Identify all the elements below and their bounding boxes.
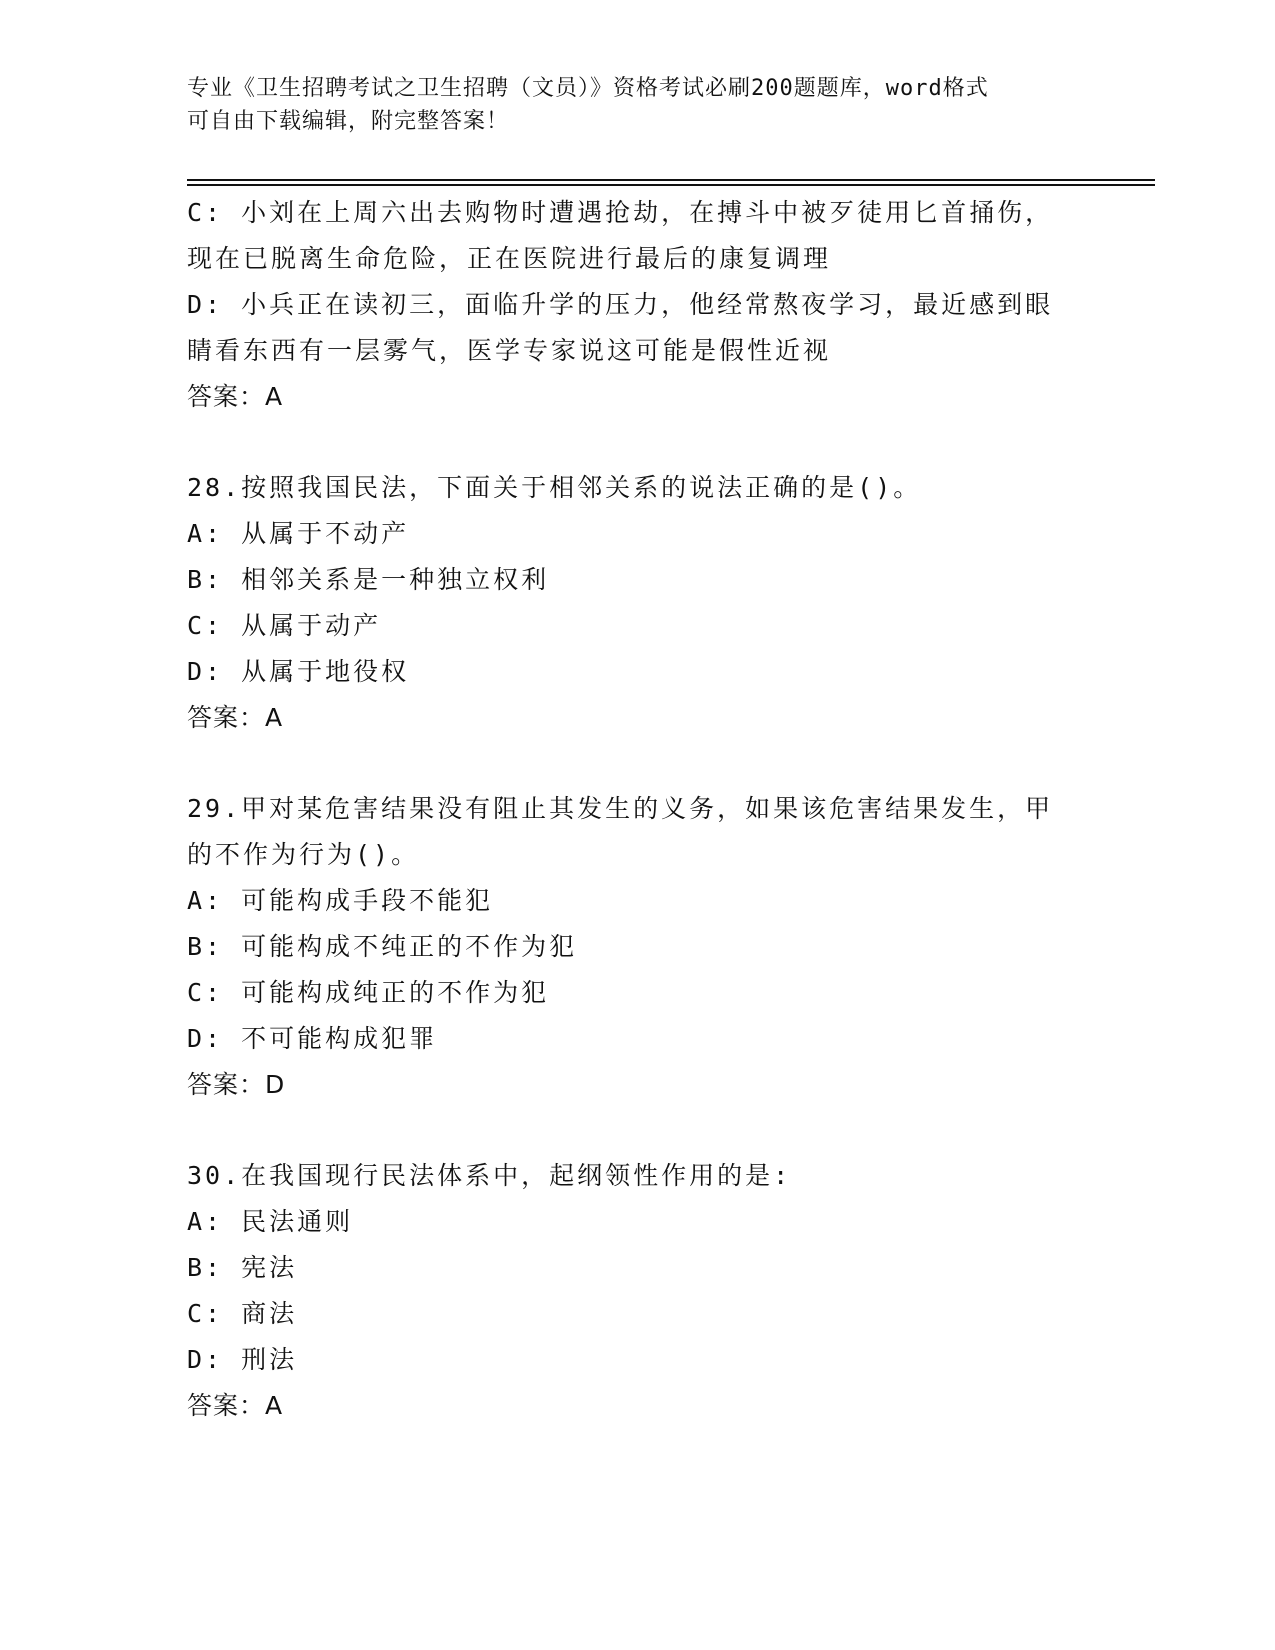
question-stem: 30.在我国现行民法体系中，起纲领性作用的是: [187, 1161, 792, 1190]
question-stem-continued: 的不作为行为()。 [187, 840, 420, 869]
option-c-continued: 现在已脱离生命危险，正在医院进行最后的康复调理 [187, 244, 832, 273]
option-c: C: 可能构成纯正的不作为犯 [187, 978, 550, 1007]
question-block-30 [187, 1153, 1087, 1429]
question-block-27-continued [187, 190, 1087, 420]
answer-line: 答案：A [187, 1391, 284, 1420]
question-block-29 [187, 786, 1087, 1108]
answer-line: 答案：A [187, 703, 284, 732]
question-content [187, 190, 1087, 1429]
header-line-1: 专业《卫生招聘考试之卫生招聘（文员）》资格考试必刷200题题库，word格式 [187, 76, 989, 101]
header-divider-top [187, 179, 1155, 181]
question-stem: 29.甲对某危害结果没有阻止其发生的义务，如果该危害结果发生，甲 [187, 794, 1054, 823]
option-d: D: 不可能构成犯罪 [187, 1024, 438, 1053]
option-d-continued: 睛看东西有一层雾气，医学专家说这可能是假性近视 [187, 336, 832, 365]
header-divider-bottom [187, 184, 1155, 186]
question-block-28 [187, 465, 1087, 741]
option-a: A: 从属于不动产 [187, 519, 410, 548]
option-a: A: 民法通则 [187, 1207, 354, 1236]
header-line-2: 可自由下载编辑，附完整答案！ [187, 109, 510, 134]
answer-line: 答案：D [187, 1070, 286, 1099]
option-d: D: 从属于地役权 [187, 657, 410, 686]
option-b: B: 可能构成不纯正的不作为犯 [187, 932, 578, 961]
question-stem: 28.按照我国民法，下面关于相邻关系的说法正确的是()。 [187, 473, 922, 502]
option-a: A: 可能构成手段不能犯 [187, 886, 494, 915]
option-d: D: 刑法 [187, 1345, 298, 1374]
option-c: C: 从属于动产 [187, 611, 382, 640]
option-d: D: 小兵正在读初三，面临升学的压力，他经常熬夜学习，最近感到眼 [187, 290, 1054, 319]
option-b: B: 相邻关系是一种独立权利 [187, 565, 550, 594]
option-c: C: 小刘在上周六出去购物时遭遇抢劫，在搏斗中被歹徒用匕首捅伤， [187, 198, 1054, 227]
document-header [187, 72, 1067, 138]
answer-line: 答案：A [187, 382, 284, 411]
option-b: B: 宪法 [187, 1253, 298, 1282]
option-c: C: 商法 [187, 1299, 298, 1328]
